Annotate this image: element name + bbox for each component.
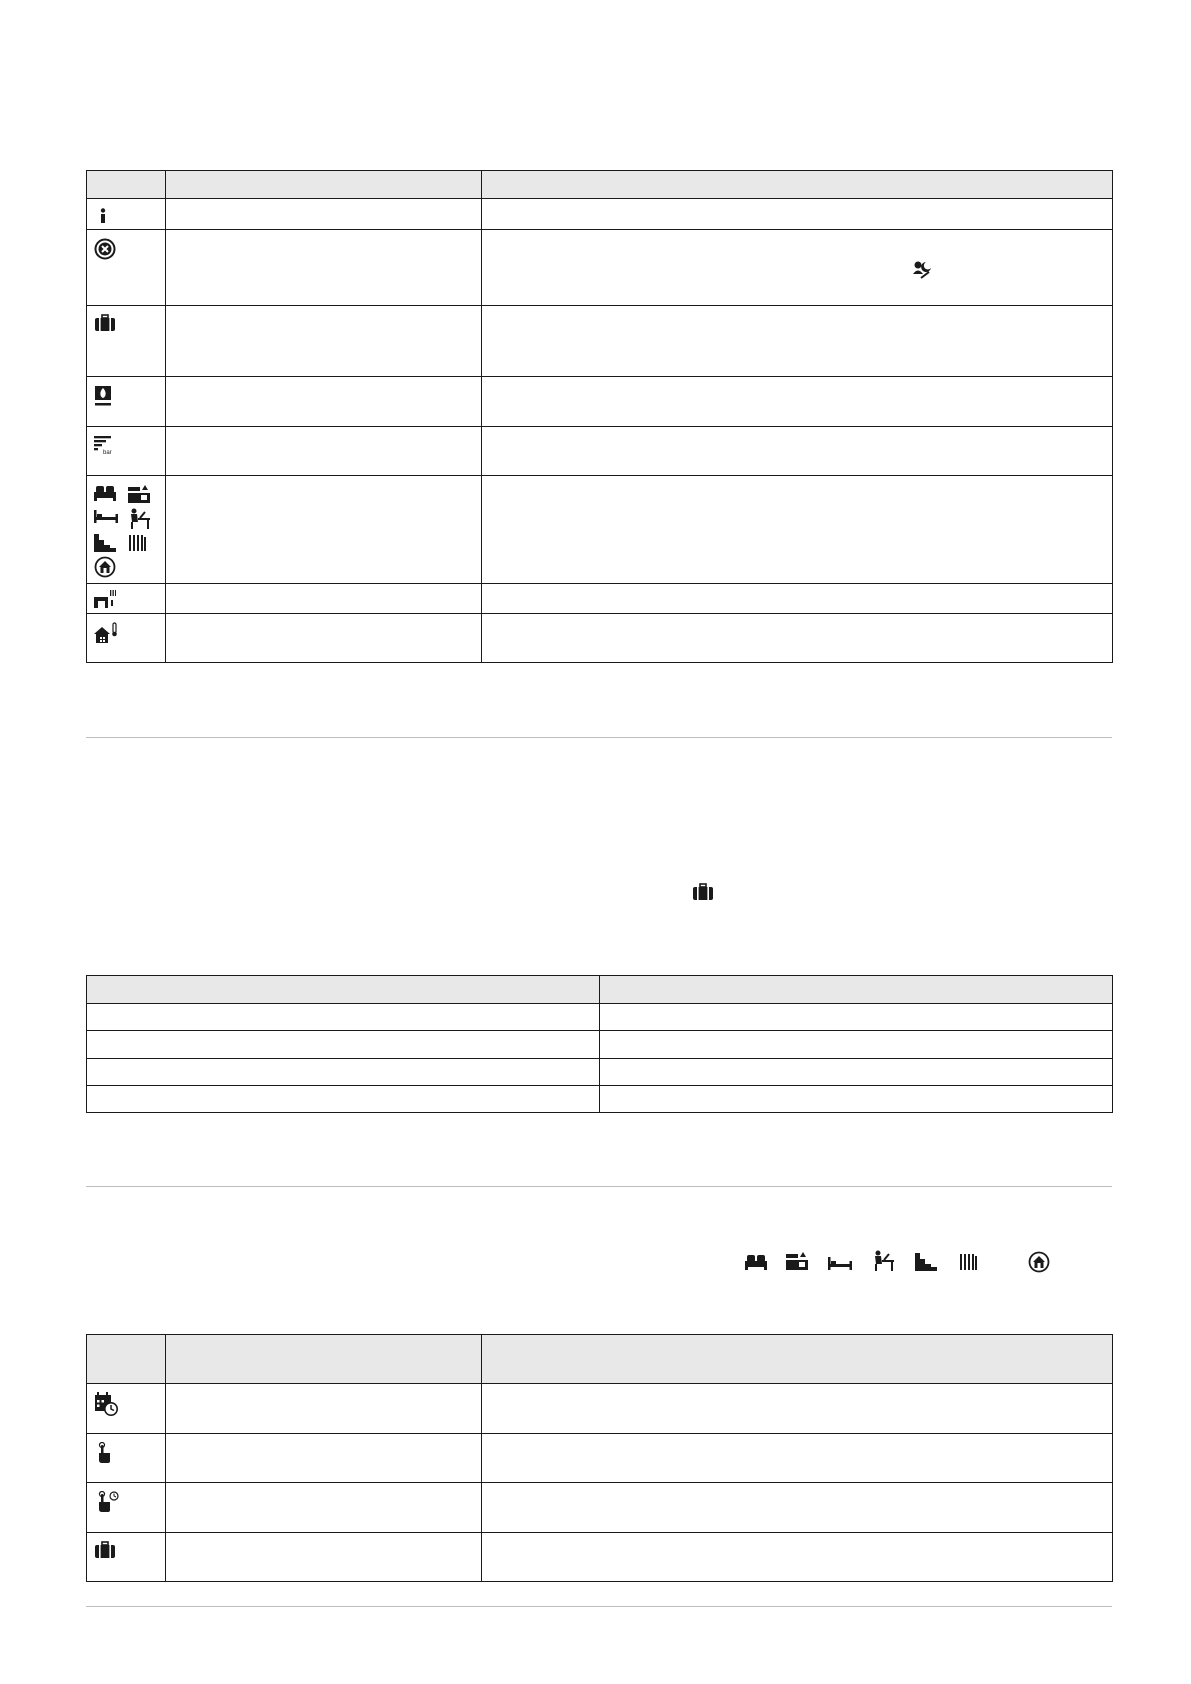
table-row xyxy=(87,476,1113,584)
table-row xyxy=(87,1086,1113,1113)
tap-water-icon xyxy=(94,590,116,608)
person-night-icon xyxy=(912,260,934,280)
stairs-icon xyxy=(915,1253,937,1271)
section-divider xyxy=(86,1186,1112,1187)
table-row xyxy=(87,1533,1113,1582)
desk-person-icon xyxy=(128,508,162,530)
calendar-clock-icon xyxy=(94,1392,118,1416)
table-row xyxy=(87,230,1113,306)
table-row xyxy=(87,1483,1113,1533)
kitchen-icon xyxy=(128,484,162,504)
bed-icon xyxy=(828,1255,852,1271)
section-divider xyxy=(86,1606,1112,1607)
table-row xyxy=(87,1059,1113,1086)
values-table xyxy=(86,975,1113,1113)
suitcase-icon xyxy=(94,314,116,332)
stairs-icon xyxy=(94,534,128,552)
desk-person-icon xyxy=(872,1250,894,1272)
table-row xyxy=(87,199,1113,230)
bed-icon xyxy=(94,508,128,530)
burner-flame-icon xyxy=(94,385,112,407)
sofa-icon xyxy=(94,484,128,504)
suitcase-icon xyxy=(94,1541,116,1559)
info-icon xyxy=(99,208,107,224)
section-divider xyxy=(86,737,1112,738)
icon-legend-table xyxy=(86,170,1113,663)
house-circle-icon xyxy=(1028,1251,1050,1273)
house-thermometer-icon xyxy=(94,622,118,644)
table-header-row xyxy=(87,171,1113,199)
table-row xyxy=(87,427,1113,476)
table-row xyxy=(87,306,1113,377)
table-row xyxy=(87,1434,1113,1483)
table-header-row xyxy=(87,1335,1113,1384)
header-cell-description xyxy=(482,171,1113,199)
header-cell-meaning xyxy=(166,171,482,199)
suitcase-icon xyxy=(692,883,714,901)
operating-modes-table xyxy=(86,1334,1113,1582)
radiator-icon xyxy=(959,1253,977,1271)
error-x-icon xyxy=(94,238,116,260)
header-cell-symbol xyxy=(87,171,166,199)
table-header-row xyxy=(87,976,1113,1004)
svg-text:bar: bar xyxy=(103,450,112,455)
table-row xyxy=(87,1031,1113,1059)
table-row xyxy=(87,1384,1113,1434)
hand-clock-icon xyxy=(98,1491,120,1513)
table-row xyxy=(87,584,1113,614)
table-row xyxy=(87,377,1113,427)
sofa-icon xyxy=(745,1253,767,1271)
house-circle-icon xyxy=(94,556,128,578)
table-row xyxy=(87,1004,1113,1031)
hand-icon xyxy=(98,1442,112,1464)
table-row xyxy=(87,614,1113,663)
kitchen-icon xyxy=(786,1251,808,1271)
radiator-icon xyxy=(128,534,162,552)
pressure-bar-icon xyxy=(94,435,116,455)
